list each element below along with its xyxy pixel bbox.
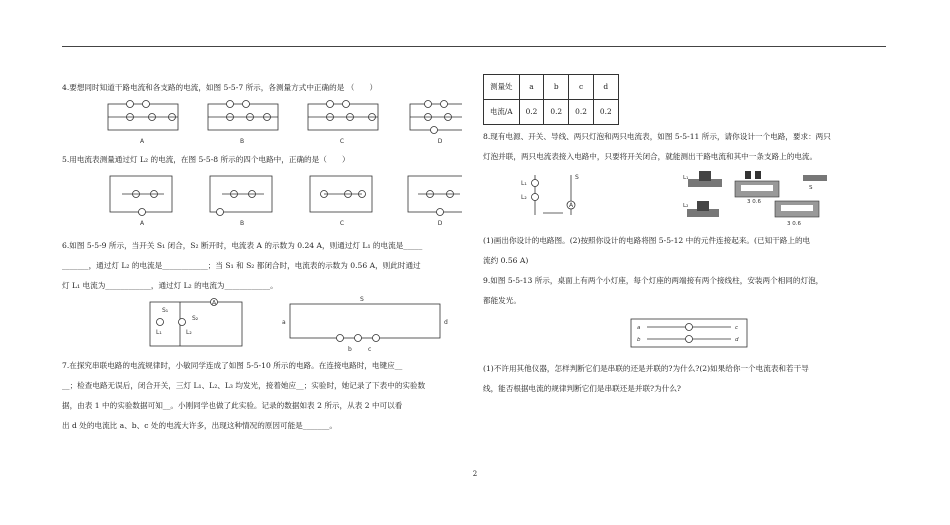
table-header-cell: c bbox=[569, 75, 594, 100]
fig13-label-b: b bbox=[637, 337, 641, 343]
fig9-label-s1: S₁ bbox=[162, 307, 169, 314]
fig13-label-a: a bbox=[637, 325, 641, 331]
q6-line-3: 灯 L₁ 电流为____________，通过灯 L₂ 的电流为____________。 bbox=[62, 281, 278, 290]
fig12-label-l2: L₂ bbox=[683, 203, 689, 209]
table-header-cell: 测量处 bbox=[484, 75, 520, 100]
table-cell: 0.2 bbox=[544, 100, 569, 125]
table-header-cell: d bbox=[593, 75, 618, 100]
table-cell: 0.2 bbox=[569, 100, 594, 125]
table-row bbox=[484, 100, 619, 125]
fig10-label-d: d bbox=[444, 319, 448, 326]
q8-line-3: (1)画出你设计的电路图。(2)按照你设计的电路将图 5-5-12 中的元件连接起来。(已知干路上的电 bbox=[483, 236, 811, 245]
fig11-label-s: S bbox=[575, 174, 579, 181]
q9-line-3: (1)不许用其他仪器，怎样判断它们是串联的还是并联的?为什么?(2)如果给你一个电流表和若干导 bbox=[483, 364, 809, 373]
fig13-label-d: d bbox=[735, 337, 739, 343]
fig11-label-l2: L₂ bbox=[521, 194, 527, 201]
fig9-label-l2: L₂ bbox=[186, 329, 192, 336]
fig12-label-l1: L₁ bbox=[683, 175, 689, 181]
fig10-label-b: b bbox=[348, 346, 352, 353]
q7-line-3: 据，由表 1 中的实验数据可知__。小刚同学也做了此实验。记录的数据如表 2 所示，从表 2 中可以看 bbox=[62, 401, 403, 410]
q9-line-4: 线，能否根据电流的规律判断它们是串联还是并联?为什么? bbox=[483, 384, 681, 393]
page-number: 2 bbox=[472, 470, 478, 478]
fig13-label-c: c bbox=[735, 325, 739, 331]
fig12-label-s: S bbox=[809, 185, 813, 191]
table-header-cell: b bbox=[544, 75, 569, 100]
q5-option-c: C bbox=[339, 220, 345, 227]
q8-line-4: 流约 0.56 A) bbox=[483, 256, 529, 265]
figure-5-5-7 bbox=[62, 96, 472, 146]
q4-option-b: B bbox=[239, 138, 245, 145]
q4-text: 4.要想同时知道干路电流和各支路的电流，如图 5-5-7 所示，各测量方式中正确的是 （ ） bbox=[62, 83, 378, 92]
fig10-label-s: S bbox=[360, 296, 364, 303]
q7-line-2: __；检查电路无误后，闭合开关，三灯 L₁、L₂、L₃ 均发光，接着她应__；实验时，她记录了下表中的实验数 bbox=[62, 381, 426, 390]
q8-line-1: 8.现有电源、开关、导线、两只灯泡和两只电流表，如图 5-5-11 所示，请你设计一个电路，要求：两只 bbox=[483, 132, 831, 141]
q4-option-a: A bbox=[139, 138, 145, 145]
fig9-label-l1: L₁ bbox=[156, 329, 162, 336]
q6-line-2: _______，通过灯 L₂ 的电流是____________；当 S₁ 和 S₂ 都闭合时，电流表的示数为 0.56 A，则此时通过 bbox=[62, 261, 421, 270]
q4-option-c: C bbox=[339, 138, 345, 145]
table-header-cell: a bbox=[519, 75, 544, 100]
header-rule bbox=[62, 46, 886, 47]
fig10-label-c: c bbox=[368, 346, 372, 353]
q9-line-1: 9.如图 5-5-13 所示，桌面上有两个小灯座，每个灯座的两端接有两个接线柱，安装两个相同的灯泡， bbox=[483, 276, 824, 285]
figure-5-5-13 bbox=[483, 311, 886, 355]
q7-line-1: 7.在探究串联电路的电流规律时，小敏同学连成了如图 5-5-10 所示的电路。在连接电路时，电键应__ bbox=[62, 361, 403, 370]
q4-option-d: D bbox=[437, 138, 443, 145]
q8-line-2: 灯泡并联，两只电流表接入电路中，只要将开关闭合，就能测出干路电流和其中一条支路上的电流。 bbox=[483, 152, 818, 161]
measurement-table bbox=[483, 74, 619, 125]
figure-5-5-8 bbox=[62, 170, 472, 228]
q5-option-a: A bbox=[139, 220, 145, 227]
fig9-label-s2: S₂ bbox=[192, 315, 199, 322]
table-cell: 电流/A bbox=[484, 100, 520, 125]
fig10-label-a: a bbox=[282, 319, 286, 326]
fig11-label-a: A bbox=[569, 202, 574, 209]
figure-5-5-9-and-5-5-10 bbox=[62, 296, 472, 356]
left-column bbox=[62, 78, 472, 436]
table-cell: 0.2 bbox=[593, 100, 618, 125]
figure-5-5-11-and-5-5-12 bbox=[483, 167, 886, 231]
fig12-components bbox=[687, 171, 827, 217]
table-header-row bbox=[484, 75, 619, 100]
fig9-label-a: A bbox=[212, 299, 217, 307]
fig11-label-l1: L₁ bbox=[521, 180, 527, 187]
q5-option-b: B bbox=[239, 220, 245, 227]
right-column bbox=[483, 78, 886, 399]
q7-line-4: 出 d 处的电流比 a、b、c 处的电流大许多，出现这种情况的原因可能是_______。 bbox=[62, 421, 337, 430]
table-cell: 0.2 bbox=[519, 100, 544, 125]
q6-line-1: 6.如图 5-5-9 所示，当开关 S₁ 闭合，S₂ 断开时，电流表 A 的示数为 0.24 A，则通过灯 L₁ 的电流是_____ bbox=[62, 241, 423, 250]
q5-option-d: D bbox=[437, 220, 443, 227]
fig12-meter-scale-1: 3 0.6 bbox=[747, 199, 761, 205]
fig12-meter-scale-2: 3 0.6 bbox=[787, 221, 801, 227]
q9-line-2: 都能发光。 bbox=[483, 296, 521, 305]
q5-text: 5.用电流表测量通过灯 L₂ 的电流，在图 5-5-8 所示的四个电路中，正确的是（ ） bbox=[62, 155, 350, 164]
